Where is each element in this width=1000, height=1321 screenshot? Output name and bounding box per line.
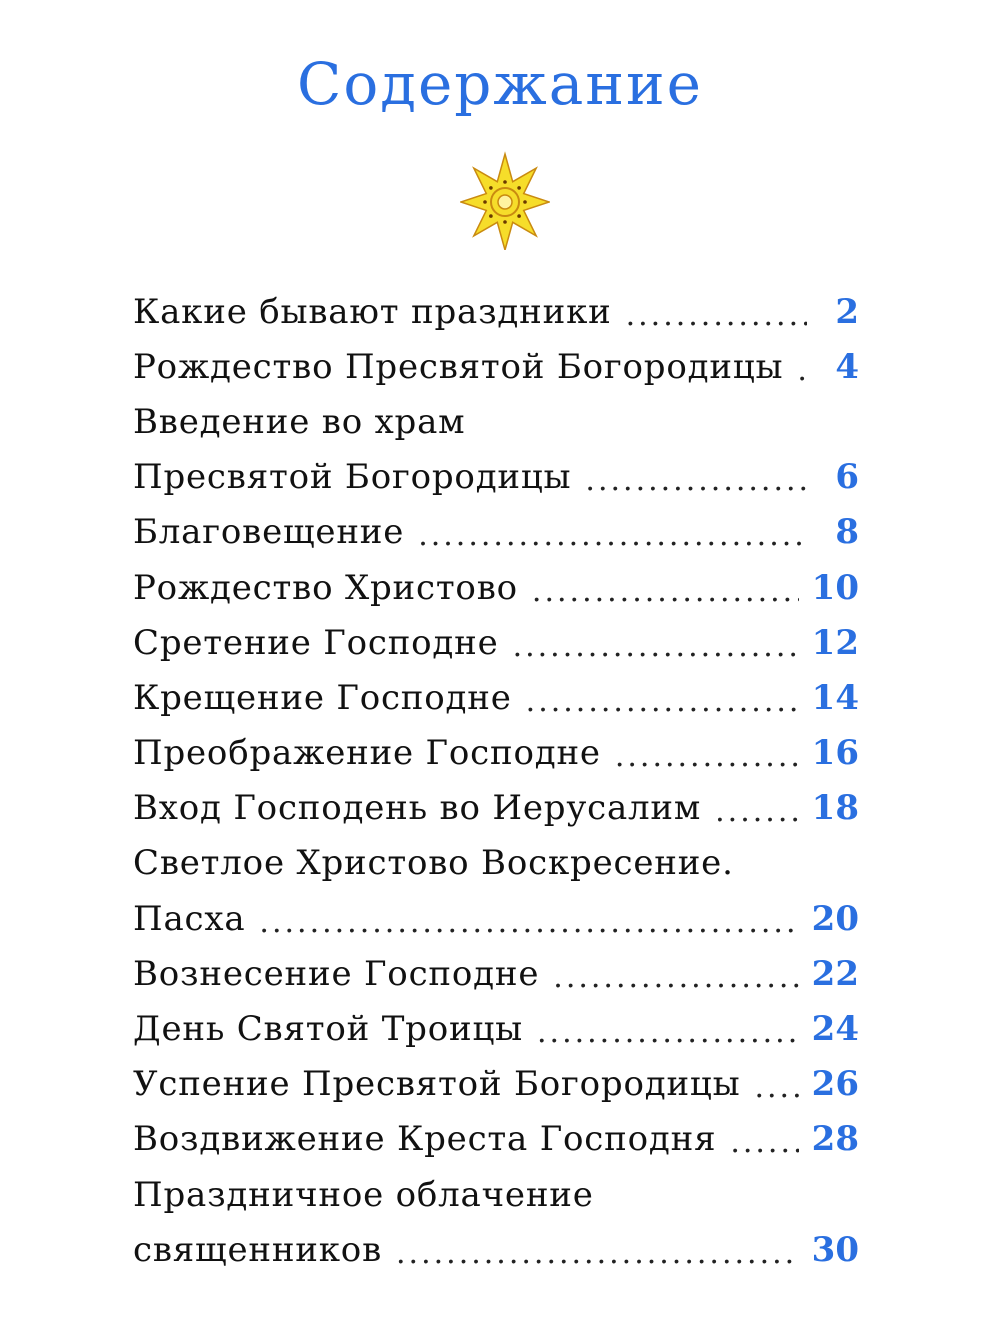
toc-page-number: 18 [811,788,859,829]
toc-entry-title: Вход Господень во Иерусалим [133,788,702,829]
star-dot [503,220,507,224]
toc-entry[interactable] [133,1001,859,1056]
toc-entry-title: День Святой Троицы [133,1009,523,1050]
sun-star-icon [460,150,550,250]
toc-entry[interactable] [133,505,859,560]
toc-entry-title: Успение Пресвятой Богородицы [133,1064,741,1105]
toc-entry-title: Введение во храм [133,401,466,442]
toc-entry[interactable] [133,726,859,781]
toc-leader-dots [615,742,799,772]
toc-leader-dots [537,1018,799,1048]
toc-leader-dots [754,1073,799,1103]
toc-page-number: 28 [811,1119,859,1160]
toc-page-number: 8 [835,512,859,553]
toc-entry-title: Сретение Господне [133,622,499,663]
toc-entry-title: Воздвижение Креста Господня [133,1119,717,1160]
toc-page-number: 30 [811,1229,859,1270]
toc-entry-title: Светлое Христово Воскресение. [133,843,734,884]
toc-entry[interactable] [133,615,859,670]
toc-entry-title: Преображение Господне [133,733,601,774]
toc-page-number: 10 [811,567,859,608]
star-dot [483,200,487,204]
toc-entry[interactable] [133,946,859,1001]
toc-entry-title: Крещение Господне [133,677,512,718]
star-dot [503,180,507,184]
toc-entry-title: Праздничное облачение [133,1174,594,1215]
toc-entry[interactable] [133,1112,859,1167]
toc-entry[interactable] [133,339,859,394]
toc-leader-dots [418,521,807,551]
toc-entry-title: священников [133,1229,383,1270]
toc-entry-title: Рождество Христово [133,567,518,608]
toc-entry[interactable] [133,836,859,891]
toc-page-number: 22 [811,953,859,994]
toc-leader-dots [526,687,799,717]
toc-leader-dots [513,632,799,662]
toc-entry[interactable] [133,781,859,836]
toc-entry[interactable] [133,670,859,725]
toc-page-number: 14 [811,677,859,718]
star-dot [517,186,521,190]
table-of-contents [133,284,859,1277]
star-core [498,195,512,209]
toc-entry-title: Пресвятой Богородицы [133,457,572,498]
toc-entry[interactable] [133,284,859,339]
toc-entry-title: Вознесение Господне [133,953,540,994]
toc-entry-title: Пасха [133,898,246,939]
toc-entry-title: Благовещение [133,512,405,553]
toc-page-number: 6 [835,457,859,498]
toc-leader-dots [396,1239,799,1269]
toc-entry-title: Рождество Пресвятой Богородицы [133,346,784,387]
toc-leader-dots [532,577,799,607]
toc-entry[interactable] [133,450,859,505]
toc-page-number: 24 [811,1009,859,1050]
toc-page-number: 4 [835,346,859,387]
page-title: Содержание [296,50,704,118]
toc-page-number: 16 [811,733,859,774]
toc-page-number: 26 [811,1064,859,1105]
toc-entry[interactable] [133,1057,859,1112]
star-dot [489,186,493,190]
toc-leader-dots [730,1128,799,1158]
toc-entry[interactable] [133,1167,859,1222]
toc-leader-dots [797,356,807,386]
toc-entry-title: Какие бывают праздники [133,291,612,332]
toc-entry[interactable] [133,394,859,449]
toc-leader-dots [259,908,799,938]
star-dot [489,214,493,218]
star-dot [523,200,527,204]
toc-leader-dots [626,301,807,331]
toc-page-number: 2 [835,291,859,332]
toc-entry[interactable] [133,1222,859,1277]
star-dot [517,214,521,218]
toc-leader-dots [553,963,799,993]
toc-page-number: 12 [811,622,859,663]
toc-page-number: 20 [811,898,859,939]
toc-leader-dots [585,466,807,496]
toc-leader-dots [715,797,799,827]
toc-entry[interactable] [133,891,859,946]
toc-entry[interactable] [133,560,859,615]
